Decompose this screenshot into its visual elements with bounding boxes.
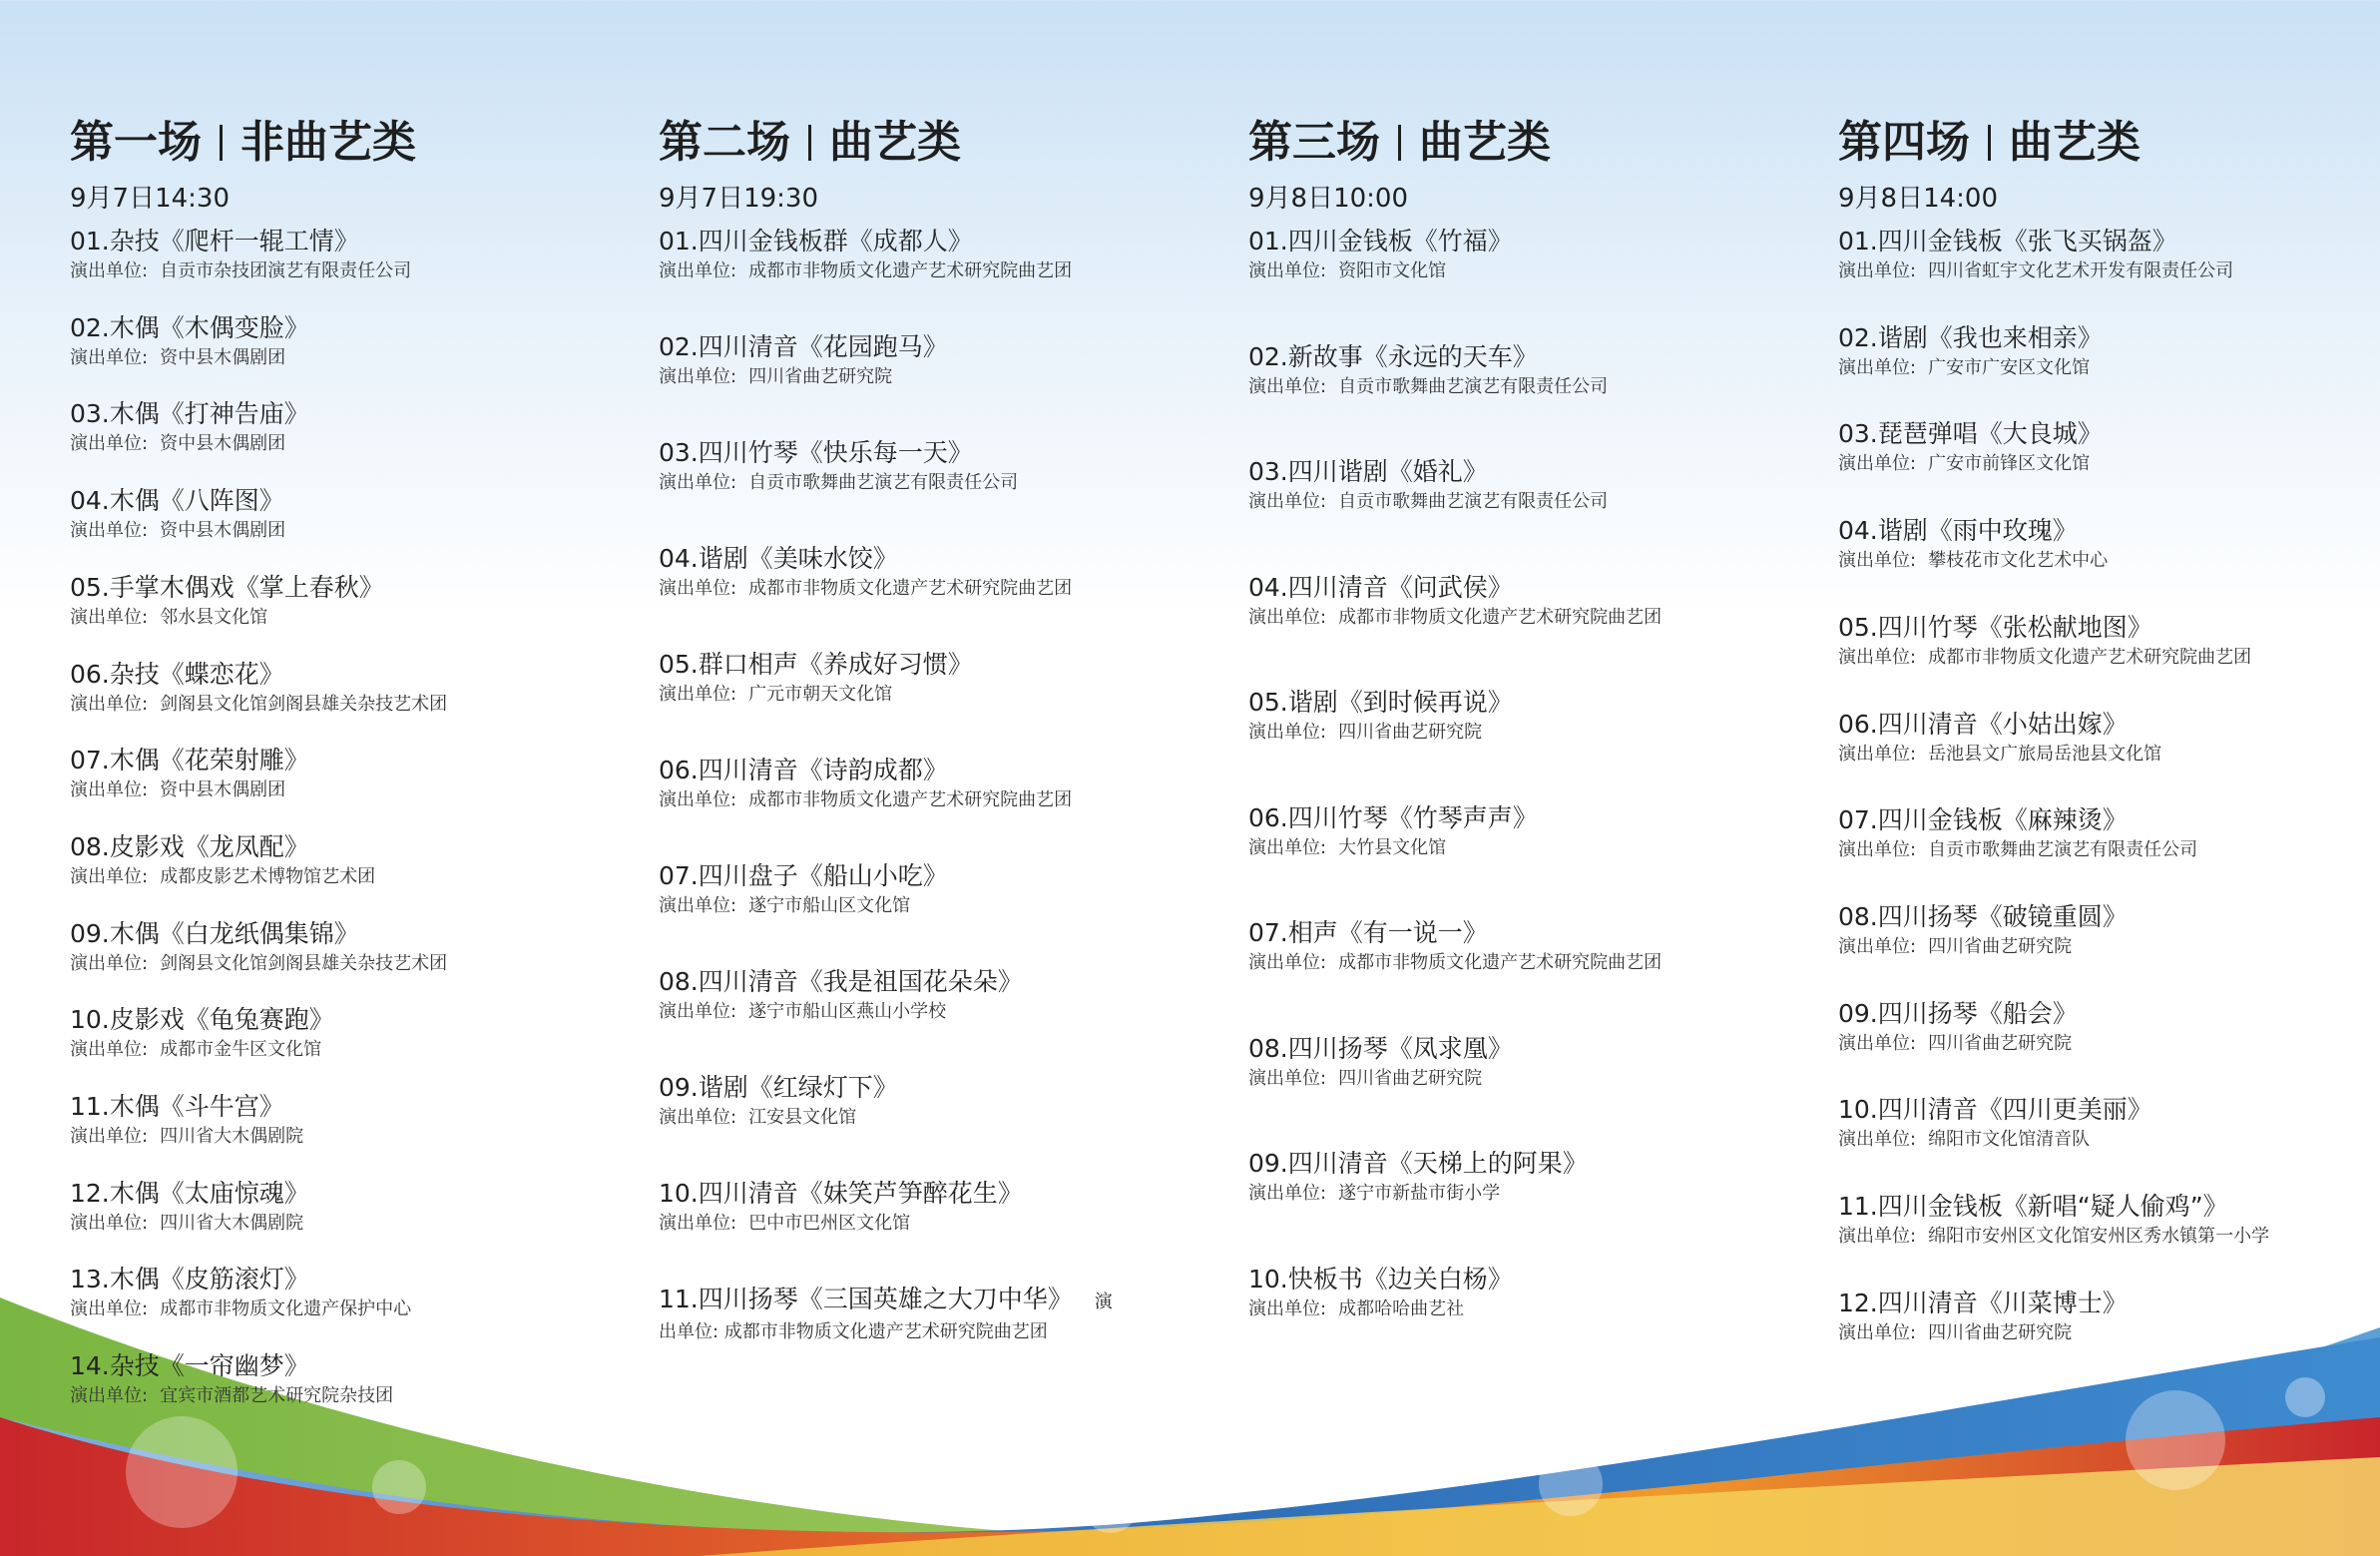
- performer-label: 演出单位:: [659, 1107, 737, 1128]
- performer-label: 演出单位:: [1838, 260, 1917, 281]
- program-title: 01.四川金钱板《张飞买锅盔》: [1838, 227, 2177, 256]
- program-performer: [70, 1384, 393, 1408]
- performer-name: 遂宁市新盐市街小学: [1338, 1183, 1501, 1204]
- program-item: [1248, 1148, 1588, 1206]
- performer-name: 自贡市歌舞曲艺演艺有限责任公司: [1338, 491, 1609, 512]
- performer-name: 成都市非物质文化遗产艺术研究院曲艺团: [1928, 646, 2252, 668]
- program-item: [659, 543, 1072, 601]
- program-performer: [1248, 259, 1513, 283]
- performer-name: 绵阳市文化馆清音队: [1928, 1129, 2091, 1151]
- performer-name: 遂宁市船山区燕山小学校: [748, 1001, 947, 1022]
- performer-name: 四川省虹宇文化艺术开发有限责任公司: [1928, 260, 2234, 281]
- program-item: [70, 572, 384, 630]
- performer-name: 岳池县文广旅局岳池县文化馆: [1928, 743, 2162, 765]
- session-time: 9月8日14:00: [1838, 184, 1999, 214]
- performer-name: 自贡市歌舞曲艺演艺有限责任公司: [1928, 839, 2198, 861]
- program-title: 02.新故事《永远的天车》: [1248, 341, 1538, 371]
- program-performer: 出单位: 成都市非物质文化遗产艺术研究院曲艺团: [659, 1321, 1048, 1342]
- performer-label: 演出单位:: [1838, 1129, 1917, 1151]
- program-title: 14.杂技《一帘幽梦》: [70, 1351, 309, 1381]
- performer-name: 资中县木偶剧团: [160, 346, 286, 368]
- program-title: 12.四川清音《川菜博士》: [1838, 1288, 2128, 1317]
- performer-label: 演出单位:: [1248, 1297, 1327, 1319]
- program-item: [1838, 804, 2197, 862]
- program-title: 02.谐剧《我也来相亲》: [1838, 322, 2103, 352]
- program-title: 07.木偶《花荣射雕》: [70, 746, 309, 776]
- program-performer: [1838, 1128, 2152, 1152]
- program-title: 09.木偶《白龙纸偶集锦》: [70, 918, 359, 948]
- program-item: [70, 918, 447, 976]
- program-title-wrap: 演: [1094, 1292, 1113, 1312]
- performer-label: 演出单位:: [1838, 935, 1917, 957]
- performer-label: 演出单位:: [70, 346, 149, 368]
- title-separator: [808, 125, 811, 161]
- program-item: [1838, 1094, 2152, 1152]
- performer-label: 演出单位:: [70, 952, 149, 974]
- performer-label: 演出单位:: [1838, 743, 1917, 765]
- program-item: [659, 966, 1023, 1024]
- program-item: [659, 649, 973, 707]
- program-performer: [1838, 743, 2161, 767]
- program-title: 06.四川清音《诗韵成都》: [659, 756, 948, 784]
- program-title: 13.木偶《皮筋滚灯》: [70, 1265, 309, 1295]
- performer-name: 成都市非物质文化遗产艺术研究院曲艺团: [748, 578, 1073, 599]
- program-item: [70, 745, 309, 802]
- performer-name: 绵阳市安州区文化馆安州区秀水镇第一小学: [1928, 1226, 2270, 1247]
- program-item: [1838, 226, 2233, 283]
- performer-name: 邻水县文化馆: [160, 606, 268, 628]
- program-item: [1838, 515, 2108, 573]
- program-item: [70, 1350, 393, 1408]
- performer-name: 江安县文化馆: [748, 1107, 857, 1128]
- program-item: [659, 331, 948, 389]
- performer-label: 演出单位:: [659, 684, 737, 705]
- program-performer: [1838, 356, 2103, 380]
- program-title: 10.快板书《边关白杨》: [1248, 1264, 1513, 1294]
- program-title: 03.木偶《打神告庙》: [70, 399, 309, 429]
- performer-label: 演出单位:: [1838, 646, 1917, 668]
- program-performer: [70, 346, 309, 370]
- program-performer: [70, 1125, 303, 1149]
- program-item: [1838, 901, 2128, 959]
- program-item: [659, 226, 1072, 283]
- performer-name: 四川省大木偶剧院: [160, 1126, 304, 1147]
- program-performer: [1838, 549, 2108, 573]
- performer-label: 演出单位:: [70, 1385, 149, 1407]
- performer-name: 巴中市巴州区文化馆: [748, 1213, 911, 1234]
- program-title: 10.四川清音《四川更美丽》: [1838, 1095, 2152, 1125]
- program-item: [70, 226, 411, 283]
- program-item: [1248, 1264, 1513, 1321]
- program-performer: [1838, 259, 2233, 283]
- program-title: 07.四川金钱板《麻辣烫》: [1838, 805, 2128, 835]
- session-3: [1248, 108, 1807, 1319]
- session-category: 曲艺类: [2009, 117, 2141, 168]
- program-performer: [659, 1212, 1023, 1236]
- performer-label: 演出单位:: [70, 606, 149, 628]
- performer-label: 演出单位:: [1838, 453, 1917, 475]
- program-item: [1838, 709, 2161, 767]
- program-title: 02.四川清音《花园跑马》: [659, 332, 948, 361]
- performer-label: 演出单位:: [70, 1039, 149, 1061]
- session-name: 第二场: [659, 117, 790, 168]
- performer-name: 自贡市歌舞曲艺演艺有限责任公司: [1338, 375, 1609, 397]
- program-title: [659, 1284, 1113, 1318]
- performer-label: 演出单位:: [1248, 836, 1327, 858]
- session-2: [659, 108, 1217, 1342]
- program-performer: [1248, 375, 1608, 399]
- program-item: [70, 1178, 309, 1236]
- program-title: 04.谐剧《美味水饺》: [659, 544, 898, 573]
- performer-name: 四川省曲艺研究院: [1928, 1032, 2073, 1054]
- program-performer: [1838, 838, 2197, 862]
- performer-name: 成都市非物质文化遗产艺术研究院曲艺团: [748, 789, 1073, 810]
- program-title: 10.皮影戏《龟兔赛跑》: [70, 1005, 334, 1035]
- program-item: [1248, 1033, 1513, 1091]
- program-title: 01.四川金钱板群《成都人》: [659, 227, 973, 256]
- program-performer: [659, 577, 1072, 601]
- performer-name: 遂宁市船山区文化馆: [748, 895, 911, 916]
- program-performer: [1838, 935, 2128, 959]
- performer-label: 演出单位:: [70, 693, 149, 715]
- program-item: [1838, 322, 2103, 380]
- program-performer: [1248, 951, 1662, 975]
- performer-name: 资中县木偶剧团: [160, 433, 286, 455]
- performer-label: 演出单位:: [1248, 722, 1327, 743]
- program-performer: [1838, 1032, 2078, 1056]
- performer-label: 演出单位:: [659, 472, 737, 493]
- performer-name: 四川省曲艺研究院: [1338, 1067, 1483, 1089]
- performer-label: 演出单位:: [659, 789, 737, 810]
- program-item: [1248, 341, 1608, 399]
- program-performer: [1248, 490, 1608, 514]
- performer-label: 演出单位:: [1838, 1226, 1917, 1247]
- performer-name: 成都市非物质文化遗产艺术研究院曲艺团: [748, 260, 1073, 281]
- program-title: 05.手掌木偶戏《掌上春秋》: [70, 572, 384, 602]
- session-4: [1838, 108, 2380, 1343]
- session-1: [70, 108, 629, 1407]
- performer-name: 广安市前锋区文化馆: [1928, 453, 2091, 475]
- program-item: [659, 1072, 898, 1130]
- performer-label: 演出单位:: [659, 1213, 737, 1234]
- program-title: 11.四川金钱板《新唱“疑人偷鸡”》: [1838, 1192, 2228, 1221]
- title-separator: [220, 125, 223, 161]
- program-item: [659, 1178, 1023, 1236]
- session-name: 第三场: [1248, 117, 1380, 168]
- program-performer: [70, 432, 309, 456]
- session-time: 9月7日14:30: [70, 184, 231, 214]
- program-item: [70, 1091, 303, 1149]
- performer-name: 自贡市歌舞曲艺演艺有限责任公司: [748, 472, 1019, 493]
- performer-label: 演出单位:: [1248, 1067, 1327, 1089]
- program-title: 03.四川竹琴《快乐每一天》: [659, 438, 973, 467]
- performer-label: 演出单位:: [1838, 1321, 1917, 1343]
- program-title: 03.琵琶弹唱《大良城》: [1838, 419, 2103, 449]
- program-performer: [70, 606, 384, 630]
- program-item: [70, 1004, 334, 1062]
- program-performer: [659, 471, 1018, 495]
- program-performer: [1248, 836, 1538, 860]
- program-performer: [70, 778, 309, 802]
- program-performer: [1838, 1321, 2128, 1345]
- program-item: [70, 485, 285, 543]
- session-title: [1248, 108, 1807, 178]
- program-title: 08.四川扬琴《破镜重圆》: [1838, 901, 2128, 931]
- program-item: [70, 398, 309, 456]
- performer-label: 演出单位:: [70, 865, 149, 887]
- performer-name: 资中县木偶剧团: [160, 779, 286, 801]
- program-item: [1248, 456, 1608, 514]
- program-performer: [659, 683, 973, 707]
- program-performer: [70, 1297, 411, 1321]
- program-item: [1838, 612, 2251, 670]
- program-title: 07.相声《有一说一》: [1248, 918, 1488, 947]
- program-title: 11.木偶《斗牛宫》: [70, 1092, 284, 1121]
- program-performer: [1838, 452, 2103, 476]
- program-title-text: 11.四川扬琴《三国英雄之大刀中华》: [659, 1285, 1073, 1313]
- performer-label: 演出单位:: [1838, 839, 1917, 861]
- program-item: [1838, 1288, 2128, 1345]
- performer-name: 宜宾市酒都艺术研究院杂技团: [160, 1385, 394, 1407]
- program-performer: [1838, 646, 2251, 670]
- program-item: [1838, 418, 2103, 476]
- program-performer: [1248, 1297, 1513, 1321]
- program-item: [1248, 687, 1513, 745]
- program-performer: [1248, 721, 1513, 745]
- performer-name: 资阳市文化馆: [1338, 260, 1447, 281]
- performer-label: 演出单位:: [70, 433, 149, 455]
- program-item: [1248, 917, 1662, 975]
- program-performer: [659, 365, 948, 389]
- performer-label: 演出单位:: [659, 260, 737, 281]
- performer-label: 演出单位:: [1248, 260, 1327, 281]
- performer-label: 演出单位:: [70, 260, 149, 281]
- session-time: 9月7日19:30: [659, 184, 819, 214]
- performer-label: 演出单位:: [1248, 1183, 1327, 1204]
- program-title: 05.四川竹琴《张松献地图》: [1838, 612, 2152, 642]
- program-performer: [659, 1106, 898, 1130]
- performer-label: 演出单位:: [1838, 356, 1917, 378]
- performer-name: 四川省曲艺研究院: [748, 366, 893, 387]
- program-title: 09.四川扬琴《船会》: [1838, 998, 2078, 1028]
- program-title: 05.谐剧《到时候再说》: [1248, 688, 1513, 717]
- program-title: 04.谐剧《雨中玫瑰》: [1838, 516, 2078, 546]
- performer-label: 演出单位:: [1838, 550, 1917, 572]
- session-title: [659, 108, 1217, 178]
- program-performer: [1248, 1182, 1588, 1206]
- program-title: 08.四川清音《我是祖国花朵朵》: [659, 967, 1023, 996]
- program-title: 06.四川竹琴《竹琴声声》: [1248, 802, 1538, 832]
- performer-name: 自贡市杂技团演艺有限责任公司: [160, 260, 412, 281]
- performer-name: 成都哈哈曲艺社: [1338, 1297, 1465, 1319]
- performer-name: 四川省大木偶剧院: [160, 1212, 304, 1234]
- program-title: 07.四川盘子《船山小吃》: [659, 861, 948, 890]
- session-category: 非曲艺类: [240, 117, 416, 168]
- program-title: 06.杂技《蝶恋花》: [70, 659, 284, 689]
- program-performer: [70, 865, 375, 889]
- session-name: 第一场: [70, 117, 202, 168]
- session-category: 曲艺类: [829, 117, 961, 168]
- performer-name: 成都市非物质文化遗产艺术研究院曲艺团: [1338, 952, 1663, 973]
- program-performer: [659, 259, 1072, 283]
- performer-name: 四川省曲艺研究院: [1338, 722, 1483, 743]
- program-title: 12.木偶《太庙惊魂》: [70, 1178, 309, 1208]
- program-title: 09.四川清音《天梯上的阿果》: [1248, 1149, 1588, 1178]
- performer-label: 演出单位:: [70, 520, 149, 542]
- performer-name: 大竹县文化馆: [1338, 836, 1447, 858]
- performer-label: 演出单位:: [1248, 952, 1327, 973]
- program-item: [1838, 1191, 2269, 1249]
- performer-label: 演出单位:: [1248, 606, 1327, 628]
- performer-name: 成都市非物质文化遗产艺术研究院曲艺团: [1338, 606, 1663, 628]
- performer-name: 剑阁县文化馆剑阁县雄关杂技艺术团: [160, 952, 448, 974]
- program-performer: [659, 788, 1072, 812]
- program-item: [70, 1264, 411, 1321]
- program-title: 10.四川清音《妹笑芦笋醉花生》: [659, 1179, 1023, 1208]
- performer-label: 演出单位:: [659, 895, 737, 916]
- performer-label: 演出单位:: [70, 1126, 149, 1147]
- program-title: 06.四川清音《小姑出嫁》: [1838, 709, 2128, 739]
- program-performer: [70, 952, 447, 976]
- performer-name: 成都皮影艺术博物馆艺术团: [160, 865, 376, 887]
- program-item: [70, 312, 309, 370]
- performer-label: 演出单位:: [70, 779, 149, 801]
- program-performer: [659, 1000, 1023, 1024]
- program-title: 05.群口相声《养成好习惯》: [659, 650, 973, 679]
- performer-name: 四川省曲艺研究院: [1928, 1321, 2073, 1343]
- program-item: [70, 831, 375, 889]
- performer-label: 演出单位:: [1248, 375, 1327, 397]
- program-title: 01.四川金钱板《竹福》: [1248, 227, 1513, 256]
- performer-name: 成都市非物质文化遗产保护中心: [160, 1298, 412, 1320]
- program-item: [659, 1284, 1113, 1344]
- program-title: 04.四川清音《问武侯》: [1248, 572, 1513, 602]
- program-performer: [1248, 606, 1662, 630]
- program-item: [1248, 802, 1538, 860]
- program-title: 01.杂技《爬杆一辊工情》: [70, 227, 359, 256]
- program-title: 02.木偶《木偶变脸》: [70, 312, 309, 342]
- session-time: 9月8日10:00: [1248, 184, 1409, 214]
- performer-name: 广安市广安区文化馆: [1928, 356, 2091, 378]
- performer-label: 演出单位:: [659, 578, 737, 599]
- performer-name: 资中县木偶剧团: [160, 520, 286, 542]
- title-separator: [1398, 125, 1401, 161]
- program-performer: [70, 1038, 334, 1062]
- title-separator: [1988, 125, 1991, 161]
- performer-name: 攀枝花市文化艺术中心: [1928, 550, 2109, 572]
- performer-label: 演出单位:: [1248, 491, 1327, 512]
- program-performer: [70, 519, 285, 543]
- performer-name: 广元市朝天文化馆: [748, 684, 893, 705]
- program-title: 09.谐剧《红绿灯下》: [659, 1073, 898, 1102]
- session-name: 第四场: [1838, 117, 1970, 168]
- program-title: 08.皮影戏《龙凤配》: [70, 831, 309, 861]
- program-performer: [1248, 1067, 1513, 1091]
- performer-label: 演出单位:: [70, 1212, 149, 1234]
- program-title: 03.四川谐剧《婚礼》: [1248, 457, 1488, 486]
- program-item: [1248, 226, 1513, 283]
- performer-label: 演出单位:: [659, 1001, 737, 1022]
- program-item: [659, 755, 1072, 812]
- performer-name: 剑阁县文化馆剑阁县雄关杂技艺术团: [160, 693, 448, 715]
- program-performer: [70, 259, 411, 283]
- performer-label: 演出单位:: [659, 366, 737, 387]
- program-performer: [659, 894, 948, 918]
- program-item: [659, 860, 948, 918]
- program-item: [1838, 998, 2078, 1056]
- program-item: [659, 437, 1018, 495]
- program-item: [70, 659, 447, 717]
- session-category: 曲艺类: [1419, 117, 1551, 168]
- program-title: 08.四川扬琴《凤求凰》: [1248, 1033, 1513, 1063]
- performer-label: 演出单位:: [70, 1298, 149, 1320]
- session-title: [70, 108, 629, 178]
- performer-name: 成都市金牛区文化馆: [160, 1039, 322, 1061]
- session-title: [1838, 108, 2380, 178]
- program-title: 04.木偶《八阵图》: [70, 486, 284, 516]
- performer-name: 四川省曲艺研究院: [1928, 935, 2073, 957]
- program-performer: [70, 1212, 309, 1236]
- performer-label: 演出单位:: [1838, 1032, 1917, 1054]
- program-item: [1248, 572, 1662, 630]
- program-performer: [1838, 1225, 2269, 1249]
- program-performer: [70, 693, 447, 717]
